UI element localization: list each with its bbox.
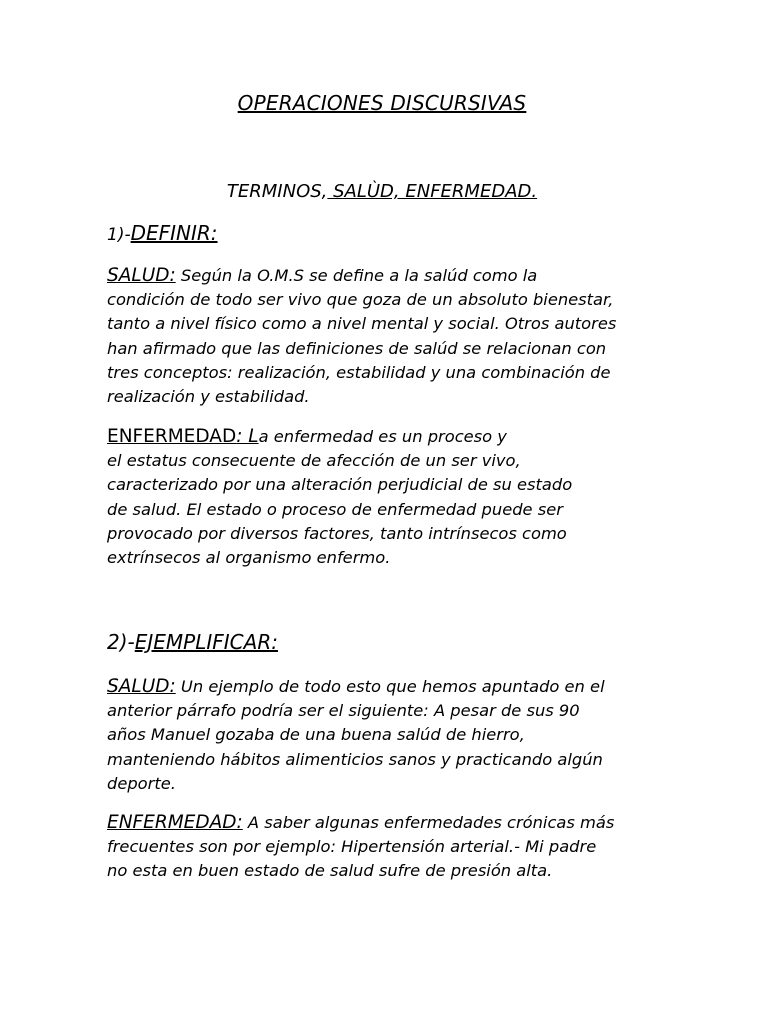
paragraph-line: de salud. El estado o proceso de enfermedad puede ser [107, 499, 563, 519]
term-label: ENFERMEDAD: [107, 812, 243, 833]
term-label-colon: : L [236, 426, 259, 447]
paragraph-enfermedad-definition [107, 425, 707, 570]
paragraph-line: frecuentes son por ejemplo: Hipertensión arterial.- Mi padre [107, 837, 597, 857]
document-subtitle [0, 181, 764, 202]
paragraph-enfermedad-example [107, 811, 707, 884]
paragraph-line: años Manuel gozaba de una buena salúd de hierro, [107, 725, 525, 745]
subtitle-terms: SALÙD, ENFERMEDAD. [327, 181, 538, 202]
paragraph-line: no esta en buen estado de salud sufre de presión alta. [107, 861, 553, 881]
paragraph-line [107, 811, 707, 835]
paragraph-line: condición de todo ser vivo que goza de un absoluto bienestar, [107, 290, 614, 310]
section-number: 1)- [107, 225, 131, 245]
paragraph-text: Según la O.M.S se define a la salúd como la [175, 266, 538, 285]
paragraph-text: a enfermedad es un proceso y [258, 427, 507, 446]
paragraph-line: provocado por diversos factores, tanto intrínsecos como [107, 523, 567, 543]
section-heading-text: EJEMPLIFICAR: [134, 630, 278, 654]
term-label: ENFERMEDAD [107, 426, 237, 447]
section-heading-text: DEFINIR: [130, 221, 218, 245]
paragraph-line [107, 675, 707, 699]
paragraph-line: tanto a nivel físico como a nivel mental y social. Otros autores [107, 314, 617, 334]
paragraph-line: el estatus consecuente de afección de un ser vivo, [107, 451, 521, 471]
paragraph-line: tres conceptos: realización, estabilidad y una combinación de [107, 362, 611, 382]
paragraph-line [107, 425, 707, 449]
paragraph-line: caracterizado por una alteración perjudicial de su estado [107, 475, 573, 495]
paragraph-line: deporte. [107, 773, 176, 793]
paragraph-line [107, 264, 707, 288]
paragraph-text: A saber algunas enfermedades crónicas más [242, 813, 615, 832]
section-number: 2)- [107, 630, 135, 654]
paragraph-text: Un ejemplo de todo esto que hemos apuntado en el [175, 677, 605, 696]
paragraph-line: anterior párrafo podría ser el siguiente: A pesar de sus 90 [107, 701, 580, 721]
section-heading-definir [107, 221, 218, 245]
paragraph-salud-example [107, 675, 707, 796]
paragraph-line: manteniendo hábitos alimenticios sanos y practicando algún [107, 749, 603, 769]
paragraph-line: han afirmado que las definiciones de salúd se relacionan con [107, 338, 607, 358]
subtitle-prefix: TERMINOS, [226, 181, 328, 202]
paragraph-line: extrínsecos al organismo enfermo. [107, 548, 391, 568]
term-label: SALUD: [107, 265, 176, 286]
paragraph-line: realización y estabilidad. [107, 387, 310, 407]
section-heading-ejemplificar [107, 630, 278, 654]
document-title: OPERACIONES DISCURSIVAS [237, 91, 527, 115]
term-label: SALUD: [107, 676, 176, 697]
paragraph-salud-definition [107, 264, 707, 409]
